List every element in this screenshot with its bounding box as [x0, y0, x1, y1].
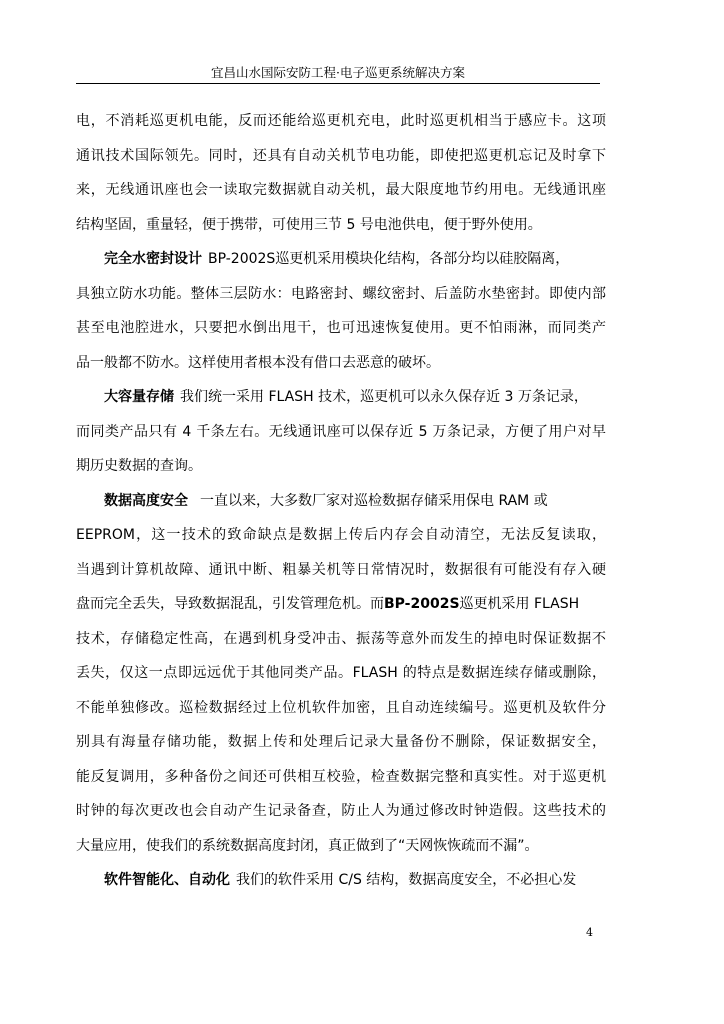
section-heading-security: 数据高度安全	[104, 492, 188, 509]
product-model: BP-2002S	[208, 251, 276, 267]
paragraph-first-line	[76, 245, 606, 280]
header-rule	[76, 83, 600, 84]
paragraph-line: 大量应用，使我们的系统数据高度封闭，真正做到了“天网恢恢疏而不漏”。	[76, 837, 539, 854]
paragraph-line: 具独立防水功能。整体三层防水：电路密封、螺纹密封、后盖防水垫密封。即使内部	[76, 285, 606, 302]
document-body	[76, 107, 606, 901]
section-heading-storage: 大容量存储	[104, 389, 174, 405]
paragraph-line: 结构坚固，重量轻，便于携带，可使用三节 5 号电池供电，便于野外使用。	[76, 216, 542, 233]
running-header: 宜昌山水国际安防工程·电子巡更系统解决方案	[211, 65, 465, 80]
paragraph-first-line	[76, 866, 606, 901]
paragraph-text: 盘而完全丢失，导致数据混乱，引发管理危机。而	[76, 596, 384, 612]
paragraph-line: 期历史数据的查询。	[76, 458, 202, 474]
paragraph-line: 时钟的每次更改也会自动产生记录备查，防止人为通过修改时钟造假。这些技术的	[76, 803, 606, 819]
paragraph-line: EEPROM，这一技术的致命缺点是数据上传后内存会自动清空，无法反复读取，	[76, 527, 606, 543]
product-model: BP-2002S	[384, 596, 460, 612]
paragraph-line: 别具有海量存储功能，数据上传和处理后记录大量备份不删除，保证数据安全，	[76, 734, 606, 750]
paragraph-line: 甚至电池腔进水，只要把水倒出甩干，也可迅速恢复使用。更不怕雨淋，而同类产	[76, 320, 606, 336]
paragraph-text: 我们的软件采用 C/S 结构，数据高度安全，不必担心发	[236, 872, 577, 888]
section-heading-software: 软件智能化、自动化	[104, 872, 230, 888]
page-number: 4	[586, 926, 593, 939]
paragraph-line: 能反复调用，多种备份之间还可供相互校验，检查数据完整和真实性。对于巡更机	[76, 768, 606, 785]
paragraph-line: 不能单独修改。巡检数据经过上位机软件加密，且自动连续编号。巡更机及软件分	[76, 699, 606, 716]
paragraph-text: 巡更机采用模块化结构，各部分均以硅胶隔离，	[275, 251, 570, 267]
paragraph-line	[76, 590, 606, 625]
paragraph-line: 技术，存储稳定性高，在遇到机身受冲击、振荡等意外而发生的掉电时保证数据不	[76, 630, 606, 647]
paragraph-line: 而同类产品只有 4 千条左右。无线通讯座可以保存近 5 万条记录，方便了用户对早	[76, 423, 606, 440]
paragraph-line: 来，无线通讯座也会一读取完数据就自动关机，最大限度地节约用电。无线通讯座	[76, 182, 606, 198]
paragraph-line: 电，不消耗巡更机电能，反而还能给巡更机充电，此时巡更机相当于感应卡。这项	[76, 113, 606, 129]
paragraph-line: 丢失，仅这一点即远远优于其他同类产品。FLASH 的特点是数据连续存储或删除，	[76, 665, 606, 681]
section-heading-waterproof: 完全水密封设计	[104, 251, 202, 267]
paragraph-line: 品一般都不防水。这样使用者根本没有借口去恶意的破坏。	[76, 354, 440, 371]
paragraph-text: 一直以来，大多数厂家对巡检数据存储采用保电 RAM 或	[200, 492, 548, 509]
paragraph-text: 我们统一采用 FLASH 技术，巡更机可以永久保存近 3 万条记录，	[180, 389, 588, 405]
paragraph-first-line	[76, 487, 606, 522]
paragraph-line: 当遇到计算机故障、通讯中断、粗暴关机等日常情况时，数据很有可能没有存入硬	[76, 561, 606, 578]
paragraph-line: 通讯技术国际领先。同时，还具有自动关机节电功能，即使把巡更机忘记及时拿下	[76, 147, 606, 164]
paragraph-text: 巡更机采用 FLASH	[459, 596, 580, 612]
paragraph-first-line	[76, 383, 606, 418]
